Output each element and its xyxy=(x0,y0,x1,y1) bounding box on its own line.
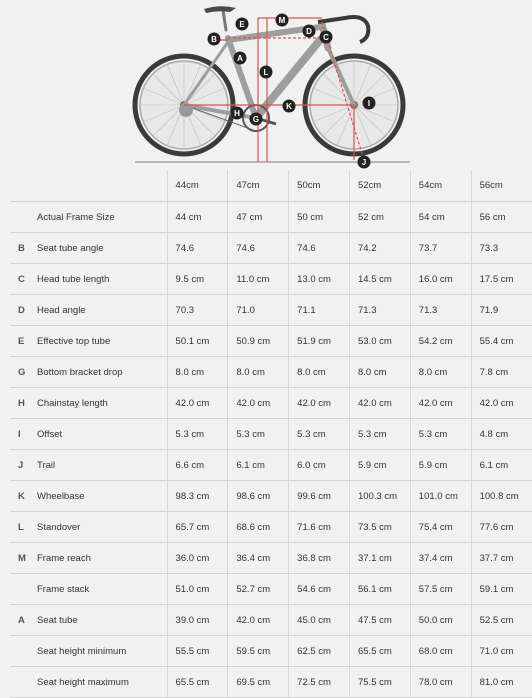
table-cell: 75.5 cm xyxy=(349,667,410,698)
table-cell: 65.7 cm xyxy=(167,512,228,543)
table-row xyxy=(10,481,532,512)
marker-j-icon xyxy=(358,156,371,169)
table-cell: 72.5 cm xyxy=(289,667,350,698)
table-cell: 51.0 cm xyxy=(167,574,228,605)
row-letter: G xyxy=(10,357,37,388)
table-cell: 37.1 cm xyxy=(349,543,410,574)
row-label: Seat tube xyxy=(37,605,167,636)
marker-e-icon xyxy=(236,18,249,31)
size-header: 47cm xyxy=(228,170,289,202)
table-cell: 16.0 cm xyxy=(410,264,471,295)
table-row xyxy=(10,388,532,419)
size-header: 44cm xyxy=(167,170,228,202)
row-label: Seat height minimum xyxy=(37,636,167,667)
table-cell: 8.0 cm xyxy=(167,357,228,388)
table-cell: 71.0 xyxy=(228,295,289,326)
table-row xyxy=(10,357,532,388)
table-cell: 74.6 xyxy=(167,233,228,264)
table-cell: 56 cm xyxy=(471,202,532,233)
svg-text:A: A xyxy=(237,54,243,63)
table-cell: 53.0 cm xyxy=(349,326,410,357)
table-cell: 74.6 xyxy=(228,233,289,264)
table-cell: 54 cm xyxy=(410,202,471,233)
size-header: 54cm xyxy=(410,170,471,202)
row-letter: L xyxy=(10,512,37,543)
row-label: Seat height maximum xyxy=(37,667,167,698)
table-cell: 8.0 cm xyxy=(349,357,410,388)
table-cell: 55.4 cm xyxy=(471,326,532,357)
svg-text:B: B xyxy=(211,35,217,44)
table-cell: 44 cm xyxy=(167,202,228,233)
size-header-row xyxy=(10,170,532,202)
row-label: Frame reach xyxy=(37,543,167,574)
marker-l-icon xyxy=(260,66,273,79)
table-cell: 59.5 cm xyxy=(228,636,289,667)
saddle xyxy=(204,6,236,13)
table-cell: 74.6 xyxy=(289,233,350,264)
table-cell: 6.6 cm xyxy=(167,450,228,481)
row-letter: K xyxy=(10,481,37,512)
row-label: Actual Frame Size xyxy=(37,202,167,233)
table-cell: 7.8 cm xyxy=(471,357,532,388)
row-letter: J xyxy=(10,450,37,481)
table-cell: 11.0 cm xyxy=(228,264,289,295)
table-cell: 71.1 xyxy=(289,295,350,326)
table-cell: 100.8 cm xyxy=(471,481,532,512)
row-letter xyxy=(10,667,37,698)
table-cell: 98.3 cm xyxy=(167,481,228,512)
table-cell: 5.3 cm xyxy=(410,419,471,450)
row-letter: A xyxy=(10,605,37,636)
table-cell: 73.7 xyxy=(410,233,471,264)
geometry-table xyxy=(10,170,532,698)
table-cell: 70.3 xyxy=(167,295,228,326)
table-cell: 71.3 xyxy=(410,295,471,326)
svg-text:E: E xyxy=(239,20,245,29)
header-blank-letter xyxy=(10,170,37,202)
header-blank-label xyxy=(37,170,167,202)
row-letter xyxy=(10,574,37,605)
table-cell: 5.3 cm xyxy=(289,419,350,450)
table-cell: 8.0 cm xyxy=(228,357,289,388)
table-row xyxy=(10,512,532,543)
table-cell: 5.9 cm xyxy=(410,450,471,481)
row-label: Wheelbase xyxy=(37,481,167,512)
table-cell: 56.1 cm xyxy=(349,574,410,605)
row-letter: C xyxy=(10,264,37,295)
table-cell: 37.7 cm xyxy=(471,543,532,574)
table-cell: 74.2 xyxy=(349,233,410,264)
marker-g-icon xyxy=(250,113,263,126)
table-cell: 4.8 cm xyxy=(471,419,532,450)
table-cell: 36.4 cm xyxy=(228,543,289,574)
marker-a-icon xyxy=(234,52,247,65)
table-row xyxy=(10,543,532,574)
row-label: Offset xyxy=(37,419,167,450)
row-label: Effective top tube xyxy=(37,326,167,357)
row-label: Frame stack xyxy=(37,574,167,605)
table-cell: 51.9 cm xyxy=(289,326,350,357)
svg-text:J: J xyxy=(361,158,367,167)
row-letter: M xyxy=(10,543,37,574)
table-cell: 71.3 xyxy=(349,295,410,326)
table-cell: 52.5 cm xyxy=(471,605,532,636)
table-cell: 68.6 cm xyxy=(228,512,289,543)
marker-b-icon xyxy=(208,33,221,46)
row-letter: D xyxy=(10,295,37,326)
bike-geometry-diagram xyxy=(0,0,532,170)
table-cell: 101.0 cm xyxy=(410,481,471,512)
table-cell: 73.5 cm xyxy=(349,512,410,543)
table-cell: 68.0 cm xyxy=(410,636,471,667)
size-header: 52cm xyxy=(349,170,410,202)
table-row xyxy=(10,233,532,264)
marker-h-icon xyxy=(231,107,244,120)
table-cell: 99.6 cm xyxy=(289,481,350,512)
table-row xyxy=(10,295,532,326)
table-cell: 75.4 cm xyxy=(410,512,471,543)
row-label: Trail xyxy=(37,450,167,481)
table-row xyxy=(10,574,532,605)
table-cell: 71.0 cm xyxy=(471,636,532,667)
table-cell: 54.2 cm xyxy=(410,326,471,357)
table-cell: 5.3 cm xyxy=(167,419,228,450)
table-cell: 59.1 cm xyxy=(471,574,532,605)
marker-m-icon xyxy=(276,14,289,27)
table-cell: 5.3 cm xyxy=(228,419,289,450)
table-cell: 13.0 cm xyxy=(289,264,350,295)
table-cell: 36.8 cm xyxy=(289,543,350,574)
table-cell: 57.5 cm xyxy=(410,574,471,605)
table-cell: 78.0 cm xyxy=(410,667,471,698)
table-row xyxy=(10,419,532,450)
row-letter xyxy=(10,202,37,233)
table-cell: 50 cm xyxy=(289,202,350,233)
table-cell: 6.0 cm xyxy=(289,450,350,481)
table-cell: 14.5 cm xyxy=(349,264,410,295)
marker-k-icon xyxy=(283,100,296,113)
table-cell: 6.1 cm xyxy=(228,450,289,481)
table-cell: 42.0 cm xyxy=(471,388,532,419)
table-cell: 5.9 cm xyxy=(349,450,410,481)
table-cell: 71.6 cm xyxy=(289,512,350,543)
svg-text:G: G xyxy=(252,115,260,124)
row-letter: B xyxy=(10,233,37,264)
table-cell: 55.5 cm xyxy=(167,636,228,667)
table-cell: 62.5 cm xyxy=(289,636,350,667)
table-cell: 17.5 cm xyxy=(471,264,532,295)
table-row xyxy=(10,202,532,233)
table-cell: 65.5 cm xyxy=(167,667,228,698)
table-cell: 9.5 cm xyxy=(167,264,228,295)
marker-c-icon xyxy=(320,31,333,44)
row-letter: H xyxy=(10,388,37,419)
svg-text:C: C xyxy=(323,33,329,42)
table-cell: 42.0 cm xyxy=(410,388,471,419)
table-cell: 45.0 cm xyxy=(289,605,350,636)
table-cell: 5.3 cm xyxy=(349,419,410,450)
table-cell: 6.1 cm xyxy=(471,450,532,481)
table-cell: 8.0 cm xyxy=(410,357,471,388)
table-cell: 65.5 cm xyxy=(349,636,410,667)
svg-text:M: M xyxy=(278,16,286,25)
table-cell: 42.0 cm xyxy=(228,605,289,636)
table-row xyxy=(10,264,532,295)
table-row xyxy=(10,636,532,667)
table-cell: 81.0 cm xyxy=(471,667,532,698)
table-cell: 50.0 cm xyxy=(410,605,471,636)
row-label: Head angle xyxy=(37,295,167,326)
table-cell: 8.0 cm xyxy=(289,357,350,388)
svg-text:K: K xyxy=(286,102,292,111)
table-cell: 36.0 cm xyxy=(167,543,228,574)
row-label: Head tube length xyxy=(37,264,167,295)
bike-illustration xyxy=(0,0,532,170)
row-label: Bottom bracket drop xyxy=(37,357,167,388)
svg-text:D: D xyxy=(306,27,312,36)
marker-i-icon xyxy=(363,97,376,110)
row-letter: I xyxy=(10,419,37,450)
table-cell: 73.3 xyxy=(471,233,532,264)
table-row xyxy=(10,326,532,357)
table-cell: 100.3 cm xyxy=(349,481,410,512)
size-header: 50cm xyxy=(289,170,350,202)
row-letter: E xyxy=(10,326,37,357)
row-letter xyxy=(10,636,37,667)
table-cell: 42.0 cm xyxy=(167,388,228,419)
table-row xyxy=(10,667,532,698)
table-cell: 50.9 cm xyxy=(228,326,289,357)
table-cell: 98.6 cm xyxy=(228,481,289,512)
row-label: Seat tube angle xyxy=(37,233,167,264)
size-header: 56cm xyxy=(471,170,532,202)
table-cell: 42.0 cm xyxy=(289,388,350,419)
table-cell: 47.5 cm xyxy=(349,605,410,636)
svg-text:L: L xyxy=(263,68,269,77)
table-cell: 42.0 cm xyxy=(228,388,289,419)
table-cell: 71.9 xyxy=(471,295,532,326)
table-cell: 37.4 cm xyxy=(410,543,471,574)
svg-text:H: H xyxy=(234,109,240,118)
table-cell: 42.0 cm xyxy=(349,388,410,419)
table-cell: 47 cm xyxy=(228,202,289,233)
row-label: Chainstay length xyxy=(37,388,167,419)
row-label: Standover xyxy=(37,512,167,543)
table-cell: 52 cm xyxy=(349,202,410,233)
table-cell: 52.7 cm xyxy=(228,574,289,605)
table-cell: 69.5 cm xyxy=(228,667,289,698)
marker-d-icon xyxy=(303,25,316,38)
svg-text:I: I xyxy=(367,99,371,108)
table-cell: 77.6 cm xyxy=(471,512,532,543)
table-cell: 39.0 cm xyxy=(167,605,228,636)
table-cell: 54.6 cm xyxy=(289,574,350,605)
table-row xyxy=(10,450,532,481)
table-row xyxy=(10,605,532,636)
table-cell: 50.1 cm xyxy=(167,326,228,357)
